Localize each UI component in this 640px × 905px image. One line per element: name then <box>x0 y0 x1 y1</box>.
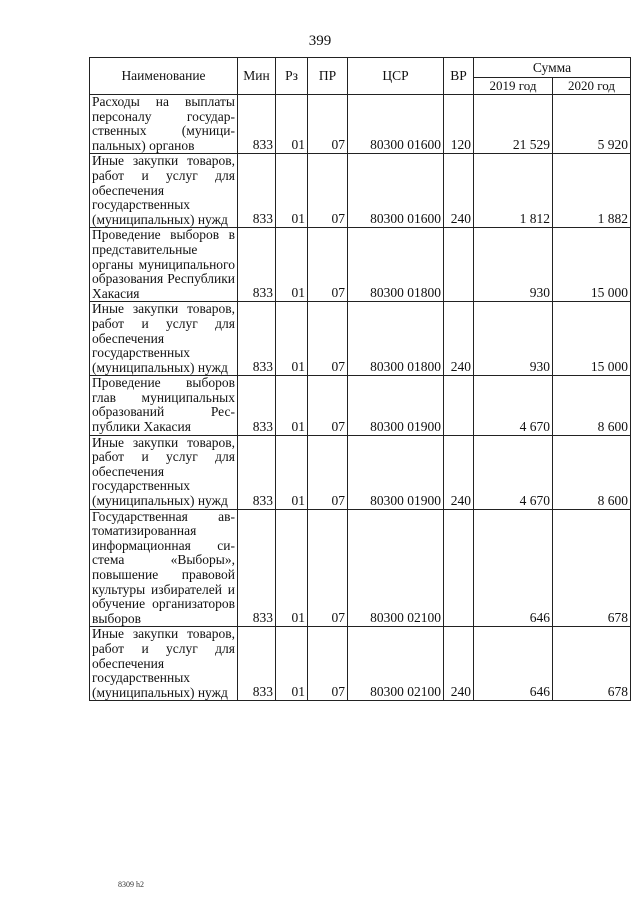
row-min: 833 <box>238 509 276 627</box>
row-rz: 01 <box>276 95 308 154</box>
table-row <box>90 435 631 509</box>
header-pr: ПР <box>308 58 348 95</box>
row-pr: 07 <box>308 302 348 376</box>
row-csr: 80300 01800 <box>348 228 444 302</box>
row-vr: 240 <box>444 154 474 228</box>
row-min: 833 <box>238 435 276 509</box>
row-csr: 80300 01600 <box>348 95 444 154</box>
row-vr <box>444 228 474 302</box>
row-name: Расходы на выплаты персоналу государственных (муниципальных) органов <box>90 95 238 154</box>
row-min: 833 <box>238 154 276 228</box>
row-pr: 07 <box>308 154 348 228</box>
header-min: Мин <box>238 58 276 95</box>
row-min: 833 <box>238 627 276 701</box>
row-sum-2019: 1 812 <box>474 154 553 228</box>
row-pr: 07 <box>308 228 348 302</box>
row-vr <box>444 376 474 435</box>
row-name: Государственная автоматизированная информационная система «Выборы», повышение правовой культуры избирателей и обучение организаторов выборов <box>90 509 238 627</box>
row-rz: 01 <box>276 435 308 509</box>
row-min: 833 <box>238 302 276 376</box>
row-csr: 80300 01900 <box>348 435 444 509</box>
row-pr: 07 <box>308 376 348 435</box>
table-row <box>90 627 631 701</box>
row-name: Иные закупки товаров, работ и услуг для обеспечения государственных (муниципальных) нужд <box>90 154 238 228</box>
row-csr: 80300 02100 <box>348 627 444 701</box>
header-year-2020: 2020 год <box>553 78 631 95</box>
row-csr: 80300 02100 <box>348 509 444 627</box>
row-sum-2019: 646 <box>474 509 553 627</box>
row-sum-2020: 15 000 <box>553 228 631 302</box>
header-rz: Рз <box>276 58 308 95</box>
header-csr: ЦСР <box>348 58 444 95</box>
row-sum-2020: 678 <box>553 627 631 701</box>
page-number: 399 <box>308 33 332 49</box>
row-sum-2020: 15 000 <box>553 302 631 376</box>
row-csr: 80300 01900 <box>348 376 444 435</box>
table-row <box>90 228 631 302</box>
row-name: Проведение выборов в представительные органы муниципального образования Республики Хакасия <box>90 228 238 302</box>
row-rz: 01 <box>276 509 308 627</box>
row-vr: 240 <box>444 435 474 509</box>
row-rz: 01 <box>276 376 308 435</box>
row-sum-2020: 678 <box>553 509 631 627</box>
row-vr <box>444 509 474 627</box>
table-row <box>90 509 631 627</box>
row-sum-2019: 930 <box>474 302 553 376</box>
row-sum-2019: 646 <box>474 627 553 701</box>
row-name: Иные закупки товаров, работ и услуг для обеспечения государственных (муниципальных) нужд <box>90 435 238 509</box>
row-name: Иные закупки товаров, работ и услуг для обеспечения государственных (муниципальных) нужд <box>90 627 238 701</box>
row-rz: 01 <box>276 302 308 376</box>
header-sum: Сумма <box>474 58 631 78</box>
row-sum-2019: 21 529 <box>474 95 553 154</box>
budget-table <box>89 57 631 701</box>
row-sum-2019: 4 670 <box>474 435 553 509</box>
row-pr: 07 <box>308 95 348 154</box>
row-vr: 240 <box>444 627 474 701</box>
table-row <box>90 95 631 154</box>
header-name: Наименование <box>90 58 238 95</box>
row-sum-2019: 930 <box>474 228 553 302</box>
row-min: 833 <box>238 228 276 302</box>
row-csr: 80300 01800 <box>348 302 444 376</box>
table-row <box>90 376 631 435</box>
row-name: Иные закупки товаров, работ и услуг для обеспечения государственных (муниципальных) нужд <box>90 302 238 376</box>
row-vr: 120 <box>444 95 474 154</box>
row-min: 833 <box>238 376 276 435</box>
row-sum-2020: 5 920 <box>553 95 631 154</box>
header-vr: ВР <box>444 58 474 95</box>
row-pr: 07 <box>308 509 348 627</box>
table-row <box>90 302 631 376</box>
row-rz: 01 <box>276 228 308 302</box>
table-row <box>90 154 631 228</box>
row-rz: 01 <box>276 627 308 701</box>
row-rz: 01 <box>276 154 308 228</box>
header-row <box>90 58 631 78</box>
row-sum-2020: 8 600 <box>553 435 631 509</box>
row-sum-2020: 8 600 <box>553 376 631 435</box>
row-vr: 240 <box>444 302 474 376</box>
row-min: 833 <box>238 95 276 154</box>
row-pr: 07 <box>308 627 348 701</box>
row-csr: 80300 01600 <box>348 154 444 228</box>
row-name: Проведение выборов глав муниципальных образований Республики Хакасия <box>90 376 238 435</box>
row-sum-2019: 4 670 <box>474 376 553 435</box>
header-year-2019: 2019 год <box>474 78 553 95</box>
footer-code: 8309 h2 <box>118 880 144 889</box>
row-pr: 07 <box>308 435 348 509</box>
row-sum-2020: 1 882 <box>553 154 631 228</box>
